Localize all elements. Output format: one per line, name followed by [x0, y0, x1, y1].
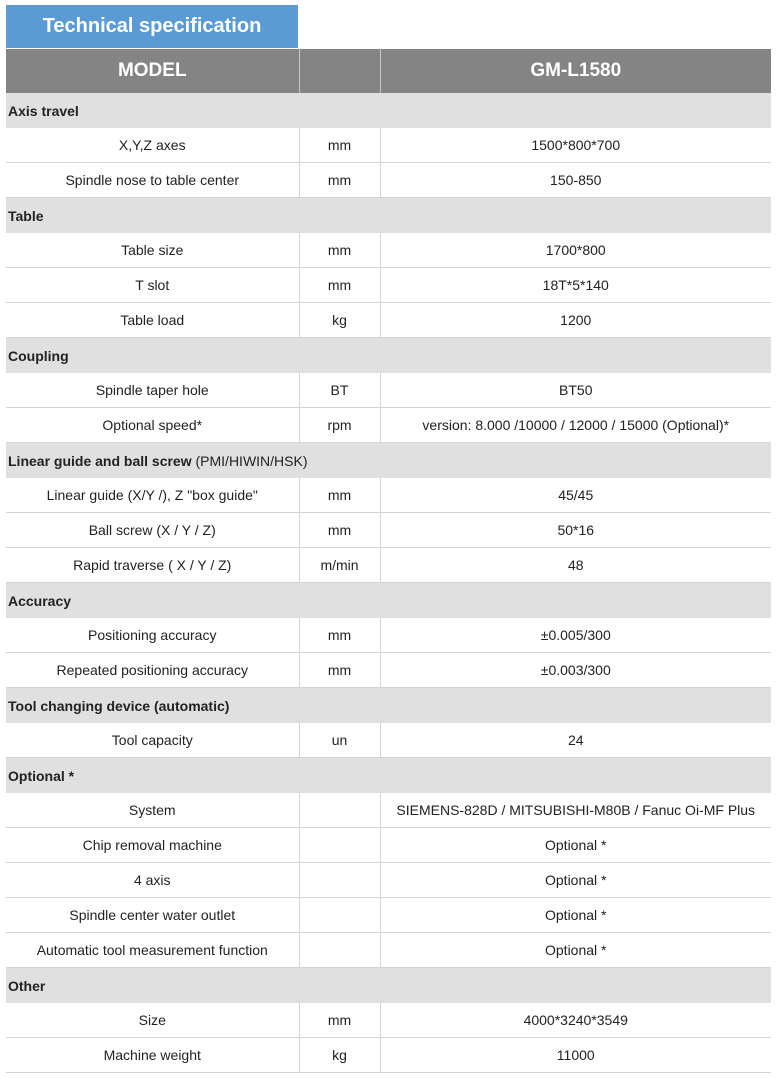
- spec-name: Automatic tool measurement function: [6, 933, 299, 968]
- spec-value: SIEMENS-828D / MITSUBISHI-M80B / Fanuc Oi-MF Plus: [380, 793, 771, 828]
- table-row: [6, 723, 771, 758]
- spec-name: X,Y,Z axes: [6, 128, 299, 163]
- spec-value: Optional *: [380, 828, 771, 863]
- table-row: [6, 618, 771, 653]
- spec-value: 48: [380, 548, 771, 583]
- section-title-cell: [6, 338, 771, 374]
- spec-value: 24: [380, 723, 771, 758]
- spec-value: 11000: [380, 1038, 771, 1073]
- spec-name: T slot: [6, 268, 299, 303]
- table-row: [6, 128, 771, 163]
- section-title-cell: [6, 443, 771, 479]
- spec-table: [6, 49, 771, 1073]
- spec-value: Optional *: [380, 933, 771, 968]
- spec-unit: [299, 933, 380, 968]
- table-row: [6, 513, 771, 548]
- section-title: Coupling: [8, 347, 69, 364]
- spec-unit: mm: [299, 478, 380, 513]
- spec-value: 1700*800: [380, 233, 771, 268]
- section-title-extra: (PMI/HIWIN/HSK): [191, 452, 308, 469]
- spec-name: Table size: [6, 233, 299, 268]
- table-row: [6, 1003, 771, 1038]
- spec-name: Optional speed*: [6, 408, 299, 443]
- section-title: Tool changing device (automatic): [8, 697, 230, 714]
- spec-value: ±0.005/300: [380, 618, 771, 653]
- spec-name: Size: [6, 1003, 299, 1038]
- tab-technical-specification: Technical specification: [6, 5, 298, 48]
- spec-name: Machine weight: [6, 1038, 299, 1073]
- spec-value: 1500*800*700: [380, 128, 771, 163]
- section-title-cell: [6, 93, 771, 128]
- spec-name: Chip removal machine: [6, 828, 299, 863]
- spec-name: System: [6, 793, 299, 828]
- section-title-cell: [6, 583, 771, 619]
- model-label: MODEL: [6, 49, 299, 93]
- table-row: [6, 233, 771, 268]
- spec-unit: mm: [299, 163, 380, 198]
- section-title: Axis travel: [8, 102, 79, 119]
- section-title: Table: [8, 207, 44, 224]
- section-title-cell: [6, 758, 771, 794]
- spec-unit: mm: [299, 618, 380, 653]
- spec-value: Optional *: [380, 863, 771, 898]
- section-title: Other: [8, 977, 46, 994]
- spec-value: Optional *: [380, 898, 771, 933]
- section-title-cell: [6, 688, 771, 724]
- spec-name: Tool capacity: [6, 723, 299, 758]
- spec-unit: rpm: [299, 408, 380, 443]
- section-title-cell: [6, 968, 771, 1004]
- section-header: [6, 583, 771, 619]
- section-header: [6, 198, 771, 234]
- spec-name: Ball screw (X / Y / Z): [6, 513, 299, 548]
- spec-value: BT50: [380, 373, 771, 408]
- spec-unit: mm: [299, 128, 380, 163]
- section-header: [6, 968, 771, 1004]
- table-row: [6, 303, 771, 338]
- spec-value: ±0.003/300: [380, 653, 771, 688]
- table-row: [6, 653, 771, 688]
- table-row: [6, 863, 771, 898]
- spec-value: 1200: [380, 303, 771, 338]
- section-header: [6, 338, 771, 374]
- table-row: [6, 548, 771, 583]
- spec-name: Table load: [6, 303, 299, 338]
- spec-value: 50*16: [380, 513, 771, 548]
- spec-unit: [299, 793, 380, 828]
- section-header: [6, 688, 771, 724]
- spec-unit: BT: [299, 373, 380, 408]
- model-value: GM-L1580: [380, 49, 771, 93]
- spec-value: 18T*5*140: [380, 268, 771, 303]
- spec-unit: kg: [299, 1038, 380, 1073]
- table-row: [6, 163, 771, 198]
- table-row: [6, 933, 771, 968]
- spec-name: Repeated positioning accuracy: [6, 653, 299, 688]
- section-header: [6, 758, 771, 794]
- section-title: Optional *: [8, 767, 75, 784]
- spec-unit: [299, 828, 380, 863]
- table-row: [6, 793, 771, 828]
- table-row: [6, 408, 771, 443]
- spec-value: 45/45: [380, 478, 771, 513]
- spec-unit: m/min: [299, 548, 380, 583]
- section-title-cell: [6, 198, 771, 234]
- spec-unit: mm: [299, 513, 380, 548]
- spec-name: Spindle taper hole: [6, 373, 299, 408]
- section-header: [6, 93, 771, 128]
- spec-unit: mm: [299, 1003, 380, 1038]
- table-header-row: [6, 49, 771, 93]
- table-row: [6, 478, 771, 513]
- spec-unit: kg: [299, 303, 380, 338]
- spec-name: 4 axis: [6, 863, 299, 898]
- spec-name: Spindle center water outlet: [6, 898, 299, 933]
- table-row: [6, 898, 771, 933]
- spec-value: version: 8.000 /10000 / 12000 / 15000 (Optional)*: [380, 408, 771, 443]
- spec-name: Rapid traverse ( X / Y / Z): [6, 548, 299, 583]
- spec-value: 4000*3240*3549: [380, 1003, 771, 1038]
- table-row: [6, 828, 771, 863]
- spec-unit: mm: [299, 233, 380, 268]
- section-title: Accuracy: [8, 592, 72, 609]
- spec-value: 150-850: [380, 163, 771, 198]
- table-row: [6, 373, 771, 408]
- spec-unit: mm: [299, 653, 380, 688]
- section-header: [6, 443, 771, 479]
- section-title: Linear guide and ball screw: [8, 452, 192, 469]
- spec-unit: mm: [299, 268, 380, 303]
- unit-header: [299, 49, 380, 93]
- spec-name: Linear guide (X/Y /), Z "box guide": [6, 478, 299, 513]
- spec-unit: [299, 898, 380, 933]
- spec-unit: [299, 863, 380, 898]
- spec-name: Spindle nose to table center: [6, 163, 299, 198]
- spec-table-body: [6, 49, 771, 1073]
- table-row: [6, 268, 771, 303]
- table-row: [6, 1038, 771, 1073]
- spec-name: Positioning accuracy: [6, 618, 299, 653]
- spec-unit: un: [299, 723, 380, 758]
